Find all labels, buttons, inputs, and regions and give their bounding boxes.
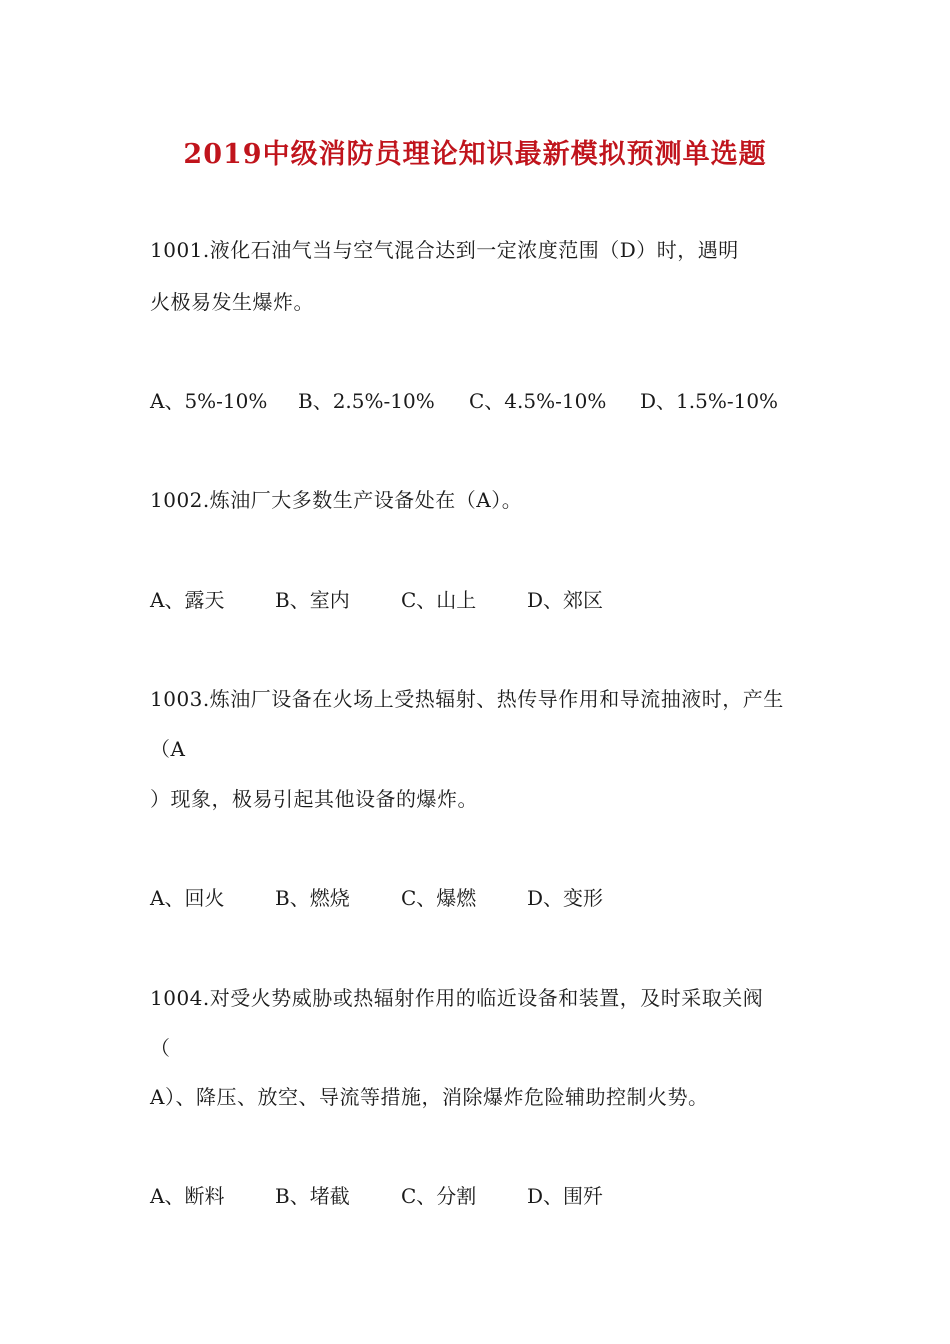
option-c: C、山上 — [401, 588, 477, 612]
option-b: B、室内 — [275, 588, 350, 612]
option-c: C、4.5%-10% — [469, 389, 607, 413]
option-c: C、分割 — [401, 1184, 477, 1208]
question-1004-line-3: A）、降压、放空、导流等措施，消除爆炸危险辅助控制火势。 — [150, 1085, 709, 1109]
option-d: D、变形 — [527, 886, 604, 910]
question-1003-line-3: ）现象，极易引起其他设备的爆炸。 — [150, 787, 478, 811]
option-d: D、1.5%-10% — [640, 389, 779, 413]
question-1001-line-2: 火极易发生爆炸。 — [150, 290, 314, 314]
option-c: C、爆燃 — [401, 886, 477, 910]
option-d: D、围歼 — [527, 1184, 604, 1208]
question-1001-line-1: 1001.液化石油气当与空气混合达到一定浓度范围（D）时，遇明 — [150, 238, 739, 262]
question-1003-line-2: （A — [150, 737, 186, 761]
option-a: A、回火 — [150, 886, 225, 910]
question-1001-options — [150, 388, 778, 414]
option-a: A、5%-10% — [150, 389, 268, 413]
option-b: B、燃烧 — [275, 886, 350, 910]
question-1004-line-1: 1004.对受火势威胁或热辐射作用的临近设备和装置，及时采取关阀 — [150, 986, 764, 1010]
question-1003-line-1: 1003.炼油厂设备在火场上受热辐射、热传导作用和导流抽液时，产生 — [150, 687, 784, 711]
question-1002-options — [150, 587, 603, 613]
option-b: B、2.5%-10% — [298, 389, 435, 413]
document-title: 2019中级消防员理论知识最新模拟预测单选题 — [183, 139, 767, 170]
question-1004-line-2: （ — [150, 1036, 171, 1060]
option-a: A、断料 — [150, 1184, 225, 1208]
question-1002-line-1: 1002.炼油厂大多数生产设备处在（A）。 — [150, 488, 523, 512]
question-1004-options — [150, 1183, 603, 1209]
option-d: D、郊区 — [527, 588, 604, 612]
question-1003-options — [150, 885, 603, 911]
option-b: B、堵截 — [275, 1184, 350, 1208]
option-a: A、露天 — [150, 588, 225, 612]
